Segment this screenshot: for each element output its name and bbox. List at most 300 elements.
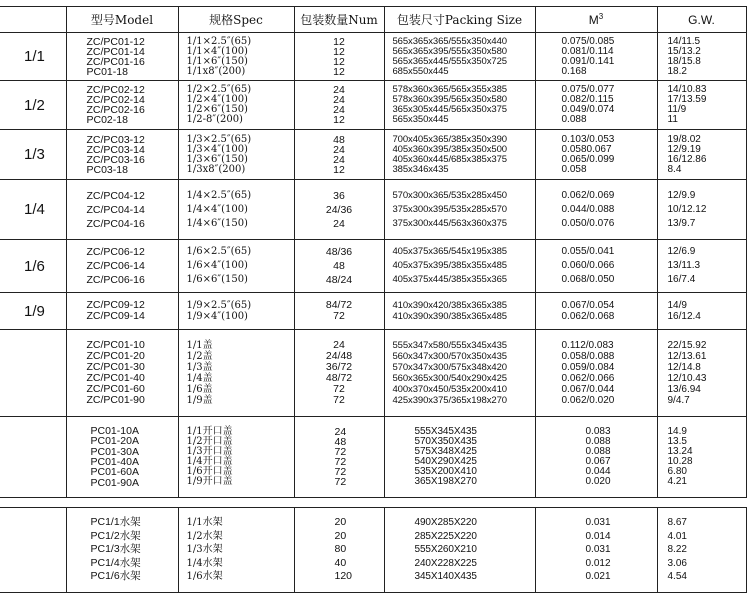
size-value: 405x360x445/685x385x375 (392, 153, 507, 165)
spec-value: 1/2×2.5″(65) (186, 84, 252, 95)
gw-value: 8.22 (667, 544, 687, 556)
num-value: 72 (334, 476, 347, 488)
m3-value: 0.088 (585, 436, 611, 447)
model-value: PC1/2水架 (90, 529, 141, 542)
size-value: 405x375x445/385x355x365 (392, 274, 507, 285)
spec-value: 1/3水架 (186, 544, 223, 556)
spec-value: 1/6×6″(150) (186, 274, 248, 285)
gw-value: 10.28 (667, 456, 693, 467)
size-value: 410x390x420/385x365x385 (392, 300, 507, 311)
num-value: 120 (334, 570, 353, 583)
spec-value: 1/1水架 (186, 517, 223, 529)
spec-value: 1/4×2.5″(65) (186, 189, 252, 201)
model-value: ZC/PC01-16 (86, 55, 145, 68)
spec-value: 1/9开口盖 (186, 476, 233, 487)
num-value: 12 (333, 163, 345, 176)
num-header: 包装数量Num (294, 7, 384, 33)
gw-value: 4.21 (667, 476, 687, 487)
size-value: 570x347x300/575x348x420 (392, 362, 507, 373)
num-cell (294, 130, 384, 180)
series-label (0, 330, 66, 417)
model-value: ZC/PC02-14 (86, 94, 145, 106)
spec-value: 1/2水架 (186, 530, 223, 542)
gw-value: 22/15.92 (667, 340, 707, 351)
gw-value: 18/15.8 (667, 55, 701, 67)
model-value: ZC/PC03-16 (86, 153, 145, 166)
gw-value: 12/9.19 (667, 143, 701, 155)
model-value: ZC/PC04-16 (86, 217, 145, 230)
m3-cell (535, 508, 657, 593)
rack-row (0, 508, 746, 593)
num-value: 72 (333, 394, 345, 406)
spec-value: 1/4盖 (186, 373, 213, 384)
num-value: 24 (334, 426, 347, 438)
spec-value: 1/4开口盖 (186, 456, 233, 467)
gw-cell (657, 81, 746, 130)
lid-row (0, 417, 746, 498)
header-row (0, 7, 746, 33)
num-value: 20 (334, 516, 347, 529)
gw-cell (657, 417, 746, 498)
m3-value: 0.062/0.069 (561, 189, 615, 201)
gw-value: 13.5 (667, 436, 687, 447)
spec-value: 1/9×2.5″(65) (186, 300, 252, 311)
size-value: 565x365x395/555x350x580 (392, 45, 507, 57)
num-value: 72 (334, 446, 347, 458)
m3-cell (535, 330, 657, 417)
spec-value: 1/2盖 (186, 351, 213, 362)
spec-value: 1/2开口盖 (186, 436, 233, 447)
gw-value: 19/8.02 (667, 133, 701, 145)
model-cell (66, 81, 178, 130)
m3-value: 0.049/0.074 (561, 104, 615, 115)
model-value: ZC/PC09-14 (86, 310, 145, 322)
gw-value: 13.24 (667, 446, 693, 457)
num-value: 48 (333, 260, 345, 272)
gw-value: 14/10.83 (667, 84, 707, 95)
size-value: 575X348X425 (414, 446, 477, 457)
spacer-row (0, 498, 746, 508)
model-value: ZC/PC01-12 (86, 35, 145, 48)
spec-value: 1/1盖 (186, 340, 213, 351)
m3-value: 0.067 (585, 456, 611, 467)
size-value: 555X345X435 (414, 426, 477, 437)
m3-value: 0.091/0.141 (561, 55, 615, 67)
gw-value: 14/11.5 (667, 35, 701, 47)
gw-value: 14.9 (667, 426, 687, 437)
gw-value: 16/12.86 (667, 153, 707, 165)
m3-value: 0.021 (585, 571, 611, 583)
spec-cell (178, 330, 294, 417)
m3-value: 0.014 (585, 530, 611, 542)
gw-value: 16/7.4 (667, 274, 696, 285)
spec-cell (178, 417, 294, 498)
gw-cell (657, 293, 746, 330)
model-value: ZC/PC03-12 (86, 133, 145, 146)
gw-value: 11 (667, 114, 678, 125)
m3-value: 0.031 (585, 544, 611, 556)
m3-value: 0.050/0.076 (561, 217, 615, 229)
num-value: 72 (334, 466, 347, 478)
model-value: ZC/PC01-14 (86, 45, 145, 58)
model-value: PC02-18 (86, 114, 128, 126)
m3-value: 0.112/0.083 (561, 340, 614, 351)
num-value: 24 (333, 339, 345, 351)
series-label: 1/9 (0, 293, 66, 330)
spacer-cell (66, 498, 178, 508)
spacer-cell (0, 498, 66, 508)
model-value: ZC/PC03-14 (86, 143, 145, 156)
spacer-cell (535, 498, 657, 508)
size-value: 425x390x375/365x198x270 (392, 395, 507, 406)
spec-cell (178, 180, 294, 240)
gw-cell (657, 130, 746, 180)
gw-value: 16/12.4 (667, 311, 701, 322)
size-value: 578x360x395/565x350x580 (392, 94, 507, 105)
size-value: 685x550x445 (392, 65, 449, 77)
gw-value: 12/14.8 (667, 362, 701, 373)
num-value: 24 (333, 217, 345, 230)
num-value: 84/72 (325, 299, 353, 311)
model-value: PC01-60A (90, 466, 139, 479)
m3-value: 0.062/0.068 (561, 311, 615, 322)
spec-value: 1/4×6″(150) (186, 217, 248, 229)
m3-value: 0.083 (585, 426, 611, 437)
series-label (0, 508, 66, 593)
model-header: 型号Model (66, 7, 178, 33)
spec-value: 1/3盖 (186, 362, 213, 373)
size-value: 375x300x395/535x285x570 (392, 203, 507, 215)
size-value: 570x300x365/535x285x450 (392, 189, 507, 201)
model-value: PC1/6水架 (90, 570, 141, 583)
gw-cell (657, 33, 746, 81)
model-value: ZC/PC06-12 (86, 246, 145, 258)
gw-cell (657, 180, 746, 240)
num-value: 48 (334, 436, 347, 448)
m3-value: 0.065/0.099 (561, 153, 615, 165)
num-value: 72 (333, 383, 345, 395)
m3-value: 0.058 (561, 163, 587, 175)
size-value: 410x390x390/385x365x485 (392, 311, 507, 322)
spec-cell (178, 508, 294, 593)
model-value: PC1/4水架 (90, 556, 141, 569)
spec-cell (178, 293, 294, 330)
spec-value: 1/2×4″(100) (186, 94, 248, 105)
spec-value: 1/6盖 (186, 384, 213, 395)
group-row (0, 33, 746, 81)
size-value: 560x347x300/570x350x435 (392, 351, 507, 362)
gw-cell (657, 330, 746, 417)
size-value: 578x360x365/565x355x385 (392, 84, 507, 95)
num-cell (294, 293, 384, 330)
size-cell (384, 81, 535, 130)
size-value: 385x346x435 (392, 163, 449, 175)
spec-value: 1/1x8″(200) (186, 65, 246, 77)
size-cell (384, 330, 535, 417)
size-value: 365X198X270 (414, 476, 477, 487)
model-value: PC01-18 (86, 65, 128, 78)
gw-value: 8.4 (667, 163, 682, 175)
spec-value: 1/4×4″(100) (186, 203, 248, 215)
m3-cell (535, 417, 657, 498)
m3-value: 0.0580.067 (561, 143, 612, 155)
num-value: 72 (334, 456, 347, 468)
num-value: 12 (333, 45, 345, 58)
size-value: 400x370x450/535x200x410 (392, 384, 507, 395)
gw-value: 4.54 (667, 571, 687, 583)
m3-value: 0.044 (585, 466, 611, 477)
num-value: 48/24 (325, 274, 353, 286)
num-cell (294, 417, 384, 498)
model-cell (66, 293, 178, 330)
num-value: 24 (333, 84, 345, 96)
num-value: 12 (333, 65, 345, 78)
gw-header: G.W. (657, 7, 746, 33)
m3-value: 0.082/0.115 (561, 94, 614, 105)
spec-value: 1/1开口盖 (186, 426, 233, 437)
model-value: ZC/PC04-12 (86, 189, 145, 202)
gw-value: 14/9 (667, 300, 687, 311)
model-value: PC01-40A (90, 456, 139, 468)
gw-value: 3.06 (667, 557, 687, 569)
m3-header-sup: 3 (598, 12, 604, 21)
gw-value: 13/11.3 (667, 260, 701, 271)
size-value: 285X225X220 (414, 530, 477, 542)
m3-cell (535, 180, 657, 240)
num-value: 36 (333, 189, 345, 202)
m3-value: 0.062/0.066 (561, 373, 615, 384)
m3-value: 0.059/0.084 (561, 362, 615, 373)
gw-value: 11/9 (667, 104, 687, 115)
spacer-cell (294, 498, 384, 508)
gw-value: 12/6.9 (667, 246, 696, 257)
model-value: ZC/PC01-30 (86, 361, 145, 373)
table-body (0, 33, 746, 593)
m3-header-base: M (588, 13, 599, 27)
size-value: 565x365x445/555x350x725 (392, 55, 507, 67)
model-value: ZC/PC06-16 (86, 274, 145, 286)
size-cell (384, 33, 535, 81)
size-cell (384, 130, 535, 180)
model-value: ZC/PC01-10 (86, 339, 145, 351)
model-cell (66, 330, 178, 417)
spacer-cell (384, 498, 535, 508)
packing-table (0, 6, 747, 593)
model-value: PC01-20A (90, 435, 139, 448)
model-cell (66, 180, 178, 240)
series-label (0, 417, 66, 498)
m3-value: 0.020 (585, 476, 611, 487)
model-value: ZC/PC09-12 (86, 299, 145, 311)
gw-value: 4.01 (667, 530, 687, 542)
size-value: 405x375x395/385x355x485 (392, 260, 507, 271)
model-value: ZC/PC02-12 (86, 84, 145, 96)
model-value: ZC/PC04-14 (86, 203, 145, 216)
spec-value: 1/6开口盖 (186, 466, 233, 477)
model-value: ZC/PC01-90 (86, 394, 145, 406)
m3-value: 0.103/0.053 (561, 133, 615, 145)
gw-value: 6.80 (667, 466, 687, 477)
spec-value: 1/3x8″(200) (186, 163, 246, 175)
spec-value: 1/3×4″(100) (186, 143, 248, 155)
m3-header (535, 7, 657, 33)
model-cell (66, 33, 178, 81)
spec-cell (178, 240, 294, 293)
spec-value: 1/4水架 (186, 557, 223, 569)
spec-cell (178, 33, 294, 81)
model-value: PC01-90A (90, 476, 139, 489)
m3-value: 0.060/0.066 (561, 260, 615, 271)
size-cell (384, 180, 535, 240)
series-label: 1/2 (0, 81, 66, 130)
gw-value: 12/10.43 (667, 373, 707, 384)
num-value: 72 (333, 310, 345, 322)
gw-cell (657, 240, 746, 293)
size-cell (384, 240, 535, 293)
m3-value: 0.067/0.054 (561, 300, 615, 311)
gw-cell (657, 508, 746, 593)
group-row (0, 180, 746, 240)
gw-value: 8.67 (667, 517, 687, 529)
model-value: PC01-10A (90, 424, 139, 437)
size-value: 405x360x395/385x350x500 (392, 143, 507, 155)
num-value: 12 (333, 114, 345, 126)
size-value: 365x305x445/565x350x375 (392, 104, 507, 115)
group-row (0, 240, 746, 293)
spec-value: 1/3×2.5″(65) (186, 133, 252, 145)
size-value: 405x375x365/545x195x385 (392, 246, 507, 257)
group-row (0, 293, 746, 330)
gw-value: 17/13.59 (667, 94, 707, 105)
group-row (0, 130, 746, 180)
num-value: 24 (333, 94, 345, 106)
m3-value: 0.058/0.088 (561, 351, 615, 362)
spec-value: 1/6水架 (186, 571, 223, 583)
size-value: 570X350X435 (414, 436, 477, 447)
size-cell (384, 417, 535, 498)
spec-value: 1/9盖 (186, 395, 213, 406)
model-value: PC1/1水架 (90, 516, 141, 529)
num-cell (294, 240, 384, 293)
size-value: 565x350x445 (392, 114, 449, 125)
m3-value: 0.055/0.041 (561, 246, 615, 257)
model-value: PC03-18 (86, 163, 128, 176)
size-value: 540X290X425 (414, 456, 477, 467)
num-value: 20 (334, 529, 347, 542)
size-value: 375x300x445/563x360x375 (392, 217, 507, 229)
model-value: ZC/PC01-60 (86, 383, 145, 395)
m3-value: 0.044/0.088 (561, 203, 615, 215)
m3-cell (535, 130, 657, 180)
num-cell (294, 180, 384, 240)
m3-value: 0.081/0.114 (561, 45, 614, 57)
num-cell (294, 33, 384, 81)
size-value: 565x365x365/555x350x440 (392, 35, 507, 47)
size-cell (384, 508, 535, 593)
num-value: 24 (333, 153, 345, 166)
num-value: 24 (333, 143, 345, 156)
num-value: 80 (334, 543, 347, 556)
m3-value: 0.068/0.050 (561, 274, 615, 285)
series-header (0, 7, 66, 33)
group-row (0, 330, 746, 417)
num-value: 12 (333, 35, 345, 48)
spec-value: 1/9×4″(100) (186, 311, 248, 322)
spec-header: 规格Spec (178, 7, 294, 33)
packing-size-header: 包装尺寸Packing Size (384, 7, 535, 33)
gw-value: 13/6.94 (667, 384, 701, 395)
size-cell (384, 293, 535, 330)
model-value: ZC/PC01-20 (86, 350, 145, 362)
m3-value: 0.067/0.044 (561, 384, 615, 395)
series-label: 1/1 (0, 33, 66, 81)
num-value: 36/72 (325, 361, 353, 373)
num-value: 24 (333, 104, 345, 116)
m3-value: 0.088 (585, 446, 611, 457)
spec-value: 1/1×2.5″(65) (186, 35, 252, 47)
size-value: 555x347x580/555x345x435 (392, 340, 507, 351)
m3-cell (535, 240, 657, 293)
gw-value: 13/9.7 (667, 217, 696, 229)
num-value: 48/72 (325, 372, 353, 384)
size-value: 240X228X225 (414, 557, 477, 569)
size-value: 700x405x365/385x350x390 (392, 133, 507, 145)
m3-value: 0.075/0.077 (561, 84, 615, 95)
m3-value: 0.012 (585, 557, 611, 569)
spec-value: 1/2-8″(200) (186, 114, 243, 125)
spacer-cell (657, 498, 746, 508)
size-value: 535X200X410 (414, 466, 477, 477)
series-label: 1/4 (0, 180, 66, 240)
num-value: 12 (333, 55, 345, 68)
num-value: 24/48 (325, 350, 353, 362)
num-cell (294, 508, 384, 593)
model-value: PC01-30A (90, 445, 139, 458)
num-cell (294, 81, 384, 130)
spec-value: 1/3×6″(150) (186, 153, 248, 165)
model-value: PC1/3水架 (90, 543, 141, 556)
spec-value: 1/3开口盖 (186, 446, 233, 457)
model-cell (66, 240, 178, 293)
spec-cell (178, 81, 294, 130)
num-cell (294, 330, 384, 417)
m3-value: 0.075/0.085 (561, 35, 615, 47)
gw-value: 10/12.12 (667, 203, 707, 215)
gw-value: 18.2 (667, 65, 687, 77)
m3-value: 0.062/0.020 (561, 395, 615, 406)
spec-value: 1/1×4″(100) (186, 45, 248, 57)
spec-value: 1/1×6″(150) (186, 55, 248, 67)
model-value: ZC/PC06-14 (86, 260, 145, 272)
gw-value: 12/13.61 (667, 351, 707, 362)
model-cell (66, 417, 178, 498)
spec-value: 1/6×4″(100) (186, 260, 248, 271)
size-value: 555X260X210 (414, 544, 477, 556)
num-value: 48/36 (325, 246, 353, 258)
m3-cell (535, 81, 657, 130)
m3-cell (535, 33, 657, 81)
spec-cell (178, 130, 294, 180)
spec-value: 1/6×2.5″(65) (186, 246, 252, 257)
group-row (0, 81, 746, 130)
num-value: 24/36 (325, 203, 353, 216)
gw-value: 15/13.2 (667, 45, 701, 57)
size-value: 345X140X435 (414, 571, 477, 583)
spec-value: 1/2×6″(150) (186, 104, 248, 115)
m3-value: 0.168 (561, 65, 587, 77)
m3-value: 0.088 (561, 114, 587, 125)
model-value: ZC/PC01-40 (86, 372, 145, 384)
